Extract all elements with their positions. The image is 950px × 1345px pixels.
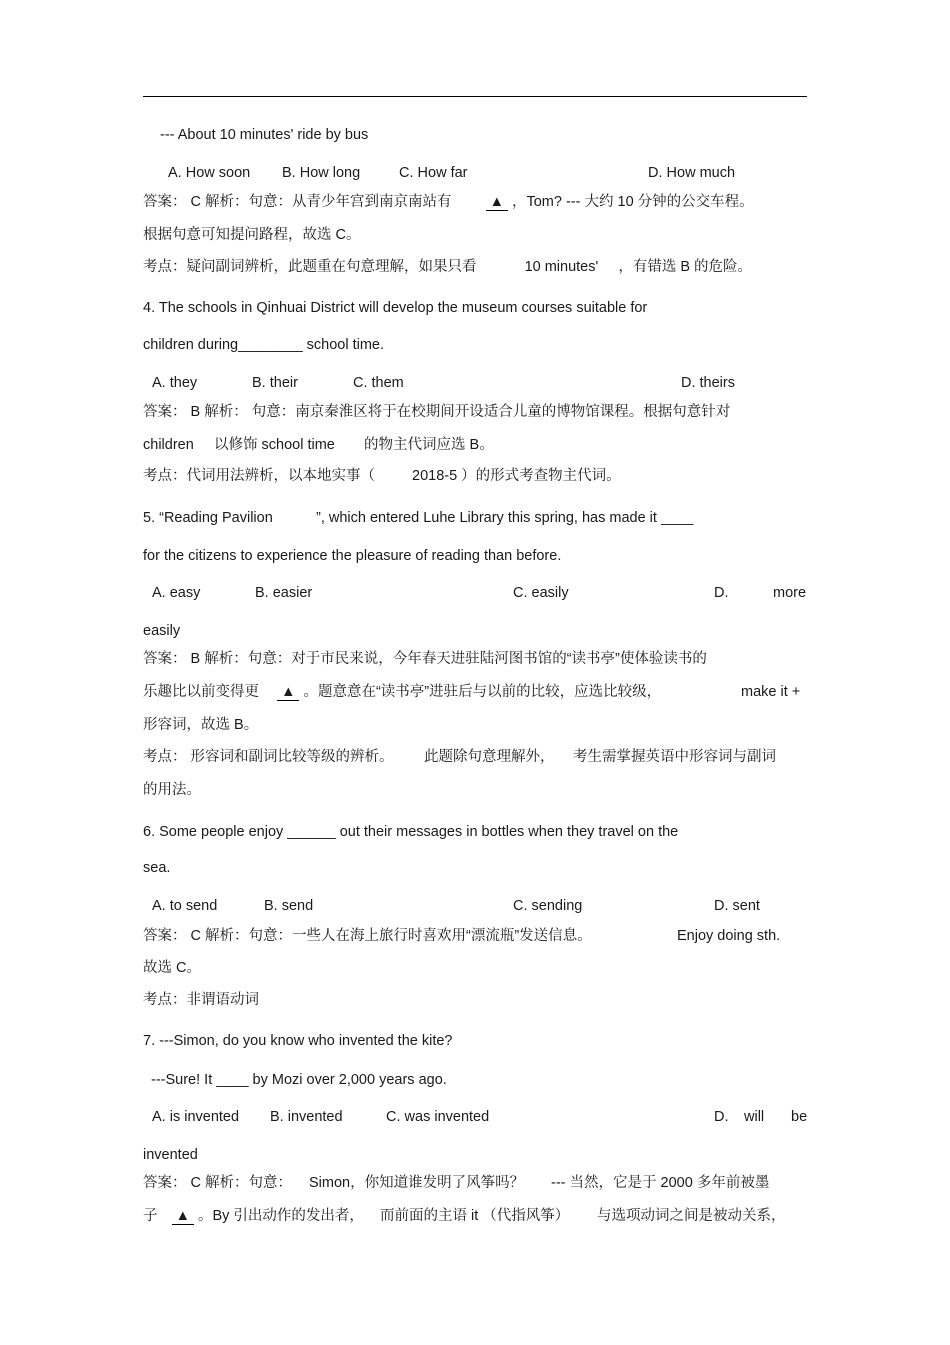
- q3-answer-text-a: 答案： C 解析：句意：从青少年宫到南京南站有: [143, 194, 452, 210]
- q7-option-d-word-3: invented: [143, 1147, 198, 1163]
- q3-response-line: --- About 10 minutes' ride by bus: [160, 127, 369, 143]
- q5-option-d-word-1: more: [773, 585, 807, 601]
- q3-option-b: B. How long: [282, 165, 361, 181]
- header-rule: [143, 96, 807, 97]
- q3-answer-text-b: ，Tom? --- 大约 10 分钟的公交车程。: [511, 194, 754, 210]
- q4-answer-line-2a: children: [143, 437, 194, 453]
- q7-answer-line-2: [143, 1206, 364, 1226]
- q4-option-b: B. their: [252, 375, 298, 391]
- q4-option-a: A. they: [152, 375, 198, 391]
- q4-key-point-b: 2018-5 ）的形式考查物主代词。: [412, 468, 621, 484]
- q7-answer-line-1c: --- 当然，它是于 2000 多年前被墨: [551, 1175, 770, 1191]
- q6-answer-line-2: 故选 C。: [143, 960, 201, 976]
- q5-option-b: B. easier: [255, 585, 313, 601]
- q6-option-a: A. to send: [152, 898, 218, 914]
- q5-stem-line-1a: 5. “Reading Pavilion: [143, 510, 273, 526]
- q6-stem-line-2: sea.: [143, 860, 171, 876]
- q5-key-point-c: 考生需掌握英语中形容词与副词: [573, 749, 776, 765]
- q3-key-point-a: 考点：疑问副词辨析，此题重在句意理解，如果只看: [143, 259, 477, 275]
- q3-option-a: A. How soon: [168, 165, 251, 181]
- q3-option-d: D. How much: [648, 165, 736, 181]
- q7-stem-line-2: ---Sure! It ____ by Mozi over 2,000 years ago.: [151, 1072, 447, 1088]
- q5-option-a: A. easy: [152, 585, 201, 601]
- q4-option-d: D. theirs: [681, 375, 735, 391]
- q5-option-d-letter: D.: [714, 585, 729, 601]
- blank-marker: ▲: [486, 194, 508, 211]
- q7-answer-line-1b: Simon，你知道谁发明了风筝吗？: [309, 1175, 525, 1191]
- q5-answer-line-2: [143, 682, 661, 702]
- q3-answer-line-2: 根据句意可知提问路程，故选 C。: [143, 227, 361, 243]
- q7-stem-line-1: 7. ---Simon, do you know who invented the kite?: [143, 1033, 453, 1049]
- q7-answer-text-b: 。By 引出动作的发出者，: [197, 1208, 364, 1224]
- q7-answer-line-2c: 而前面的主语 it （代指风筝）: [380, 1208, 570, 1224]
- q7-answer-line-2d: 与选项动词之间是被动关系，: [597, 1208, 786, 1224]
- q5-option-c: C. easily: [513, 585, 569, 601]
- q4-stem-line-1: 4. The schools in Qinhuai District will develop the museum courses suitable for: [143, 300, 648, 316]
- q3-answer-line-1: [143, 192, 754, 212]
- q6-option-b: B. send: [264, 898, 314, 914]
- q7-option-b: B. invented: [270, 1109, 343, 1125]
- q7-answer-line-1a: 答案： C 解析：句意：: [143, 1175, 293, 1191]
- q6-option-d: D. sent: [714, 898, 760, 914]
- q7-option-d-word-1: will: [744, 1109, 765, 1125]
- q6-option-c: C. sending: [513, 898, 583, 914]
- q7-option-a: A. is invented: [152, 1109, 240, 1125]
- q7-answer-text-a: 子: [143, 1208, 158, 1224]
- q5-stem-line-1b: ”, which entered Luhe Library this spring, has made it ____: [316, 510, 694, 526]
- q3-key-point-c: ，有错选 B 的危险。: [618, 259, 753, 275]
- q4-answer-line-2b: 以修饰 school time: [214, 437, 335, 453]
- q7-option-d-word-2: be: [791, 1109, 808, 1125]
- q4-answer-line-2c: 的物主代词应选 B。: [364, 437, 494, 453]
- q4-key-point-a: 考点：代词用法辨析，以本地实事（: [143, 468, 375, 484]
- q4-option-c: C. them: [353, 375, 404, 391]
- q5-answer-text-a: 乐趣比以前变得更: [143, 684, 259, 700]
- q7-option-c: C. was invented: [386, 1109, 490, 1125]
- q5-key-point-b: 此题除句意理解外，: [424, 749, 555, 765]
- q5-answer-line-1: 答案： B 解析：句意：对于市民来说，今年春天进驻陆河图书馆的“读书亭”使体验读书的: [143, 651, 707, 667]
- q6-stem-line-1: 6. Some people enjoy ______ out their messages in bottles when they travel on the: [143, 824, 679, 840]
- q5-answer-line-3: 形容词，故选 B。: [143, 717, 259, 733]
- q3-key-point-b: 10 minutes': [524, 259, 599, 275]
- q3-key-point: [143, 257, 752, 277]
- q5-option-d-word-2: easily: [143, 623, 181, 639]
- q7-option-d-letter: D.: [714, 1109, 729, 1125]
- q6-answer-line-1a: 答案： C 解析：句意：一些人在海上旅行时喜欢用“漂流瓶”发送信息。: [143, 928, 592, 944]
- q5-key-point-d: 的用法。: [143, 782, 201, 798]
- q4-stem-line-2: children during________ school time.: [143, 337, 385, 353]
- q5-stem-line-2: for the citizens to experience the pleasure of reading than before.: [143, 548, 562, 564]
- blank-marker: ▲: [172, 1208, 194, 1225]
- q5-key-point-a: 考点： 形容词和副词比较等级的辨析。: [143, 749, 394, 765]
- blank-marker: ▲: [277, 684, 299, 701]
- q3-option-c: C. How far: [399, 165, 468, 181]
- q6-answer-line-1b: Enjoy doing sth.: [677, 928, 781, 944]
- q6-key-point: 考点：非谓语动词: [143, 992, 259, 1008]
- q4-answer-line-1: 答案： B 解析： 句意：南京秦淮区将于在校期间开设适合儿童的博物馆课程。根据句意针对: [143, 404, 731, 420]
- q5-answer-text-c: make it +: [741, 684, 801, 700]
- q5-answer-text-b: 。题意意在“读书亭”进驻后与以前的比较，应选比较级，: [303, 684, 662, 700]
